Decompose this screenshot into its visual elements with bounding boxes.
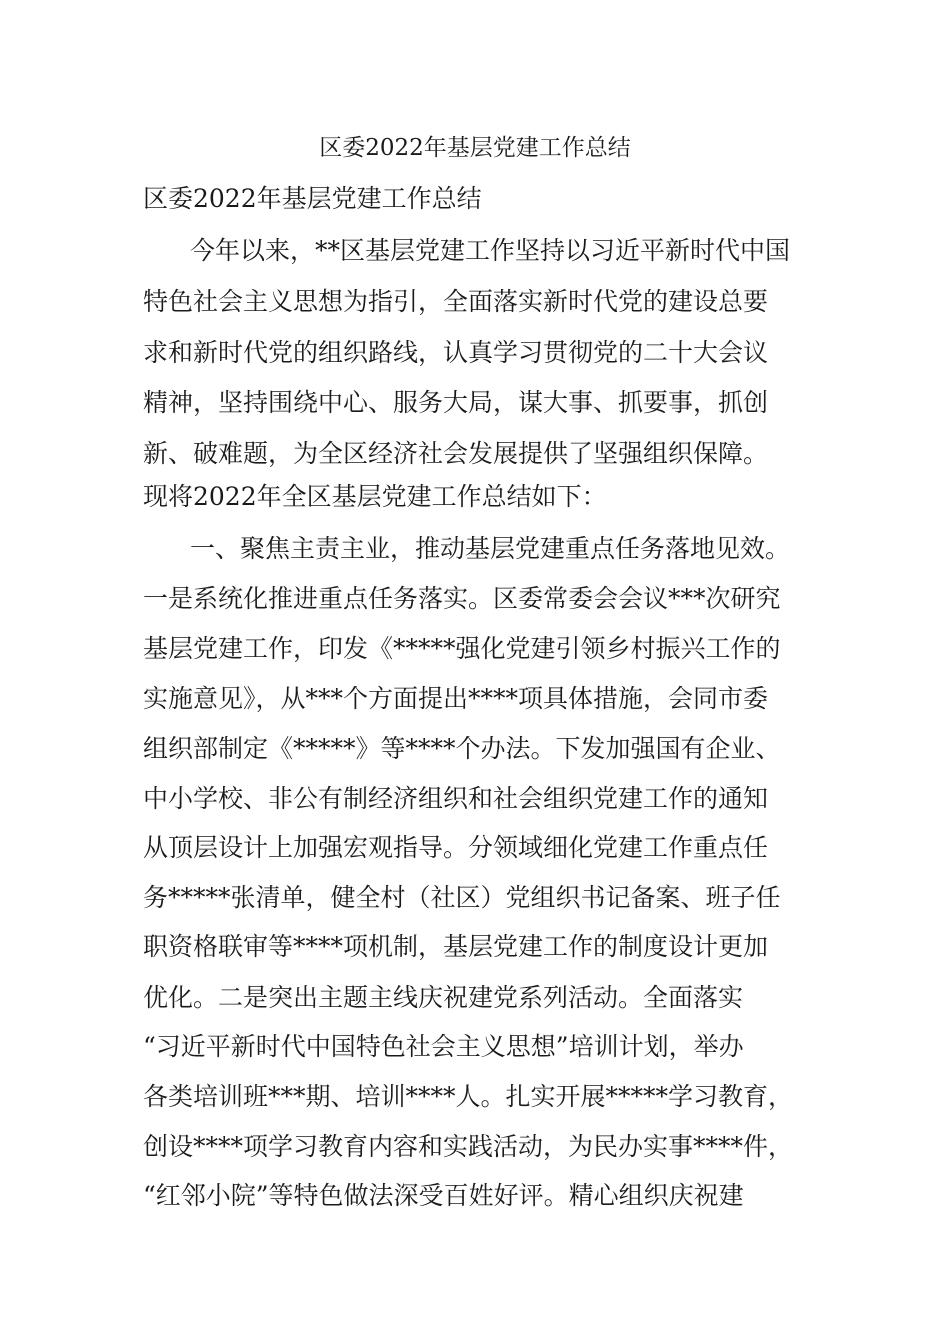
paragraph-line: 精神，坚持围绕中心、服务大局，谋大事、抓要事，抓创: [143, 388, 769, 417]
subtitle-line: 区委2022年基层党建工作总结: [143, 184, 482, 213]
paragraph-line: 基层党建工作，印发《*****强化党建引领乡村振兴工作的: [143, 634, 781, 663]
paragraph-line: 务*****张清单，健全村（社区）党组织书记备案、班子任: [143, 883, 781, 912]
paragraph-line: 新、破难题，为全区经济社会发展提供了坚强组织保障。: [143, 439, 769, 468]
paragraph-line: 特色社会主义思想为指引，全面落实新时代党的建设总要: [143, 287, 769, 316]
paragraph-line: 一是系统化推进重点任务落实。区委常委会会议***次研究: [143, 584, 781, 613]
paragraph-line: “红邻小院”等特色做法深受百姓好评。精心组织庆祝建: [143, 1181, 744, 1210]
section-heading-line: 一、聚焦主责主业，推动基层党建重点任务落地见效。: [190, 534, 791, 563]
paragraph-line: 创设****项学习教育内容和实践活动，为民办实事****件，: [143, 1132, 794, 1161]
paragraph-line: 中小学校、非公有制经济组织和社会组织党建工作的通知: [143, 784, 769, 813]
document-title: 区委2022年基层党建工作总结: [319, 135, 631, 161]
paragraph-line: 从顶层设计上加强宏观指导。分领域细化党建工作重点任: [143, 833, 769, 862]
paragraph-line: 求和新时代党的组织路线，认真学习贯彻党的二十大会议: [143, 338, 769, 367]
paragraph-line: 组织部制定《*****》等****个办法。下发加强国有企业、: [143, 734, 781, 763]
paragraph-line: 实施意见》，从***个方面提出****项具体措施，会同市委: [143, 684, 769, 713]
paragraph-line: “习近平新时代中国特色社会主义思想”培训计划，举办: [143, 1032, 744, 1061]
paragraph-line: 今年以来，**区基层党建工作坚持以习近平新时代中国: [190, 236, 791, 265]
paragraph-line: 优化。二是突出主题主线庆祝建党系列活动。全面落实: [143, 983, 744, 1012]
paragraph-line: 职资格联审等****项机制，基层党建工作的制度设计更加: [143, 932, 769, 961]
paragraph-line: 各类培训班***期、培训****人。扎实开展*****学习教育，: [143, 1082, 794, 1111]
paragraph-line: 现将2022年全区基层党建工作总结如下：: [143, 482, 607, 511]
